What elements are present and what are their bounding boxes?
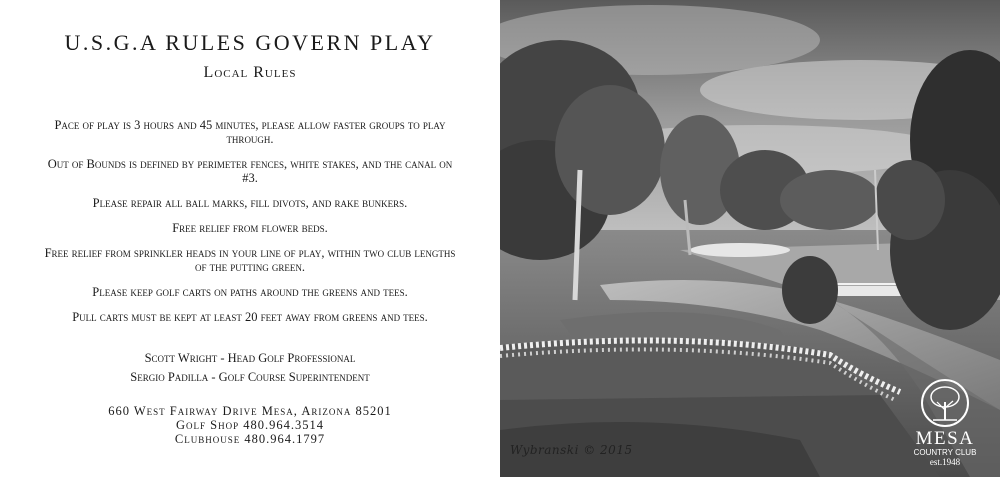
- local-rules-list: [40, 118, 460, 335]
- rule-item: Please keep golf carts on paths around the greens and tees.: [92, 285, 408, 299]
- rule-item: Pull carts must be kept at least 20 feet away from greens and tees.: [72, 310, 428, 324]
- logo-subtitle: COUNTRY CLUB: [913, 448, 977, 457]
- club-logo: [905, 378, 985, 473]
- artist-signature: Wybranski © 2015: [510, 443, 633, 457]
- subtitle: Local Rules: [203, 64, 297, 81]
- address: 660 West Fairway Drive Mesa, Arizona 85201: [108, 404, 392, 418]
- rule-item: Out of Bounds is defined by perimeter fences, white stakes, and the canal on #3.: [47, 157, 453, 185]
- logo-established: est.1948: [929, 457, 961, 467]
- page-title: U.S.G.A RULES GOVERN PLAY: [64, 30, 436, 55]
- rule-item: Free relief from flower beds.: [172, 221, 328, 235]
- clubhouse-phone: Clubhouse 480.964.1797: [174, 432, 326, 446]
- contact-block: [0, 404, 500, 446]
- rule-item: Pace of play is 3 hours and 45 minutes, please allow faster groups to play through.: [54, 118, 446, 146]
- staff-superintendent: Sergio Padilla - Golf Course Superintendent: [130, 370, 370, 384]
- rule-item: Free relief from sprinkler heads in your line of play, within two club lengths of the putting green.: [44, 246, 456, 274]
- golf-shop-phone: Golf Shop 480.964.3514: [176, 418, 324, 432]
- staff-head-pro: Scott Wright - Head Golf Professional: [144, 351, 356, 365]
- logo-name: MESA: [915, 428, 975, 449]
- rule-item: Please repair all ball marks, fill divots, and rake bunkers.: [92, 196, 408, 210]
- staff-list: [0, 349, 500, 387]
- logo-emblem-spacer: [905, 378, 985, 428]
